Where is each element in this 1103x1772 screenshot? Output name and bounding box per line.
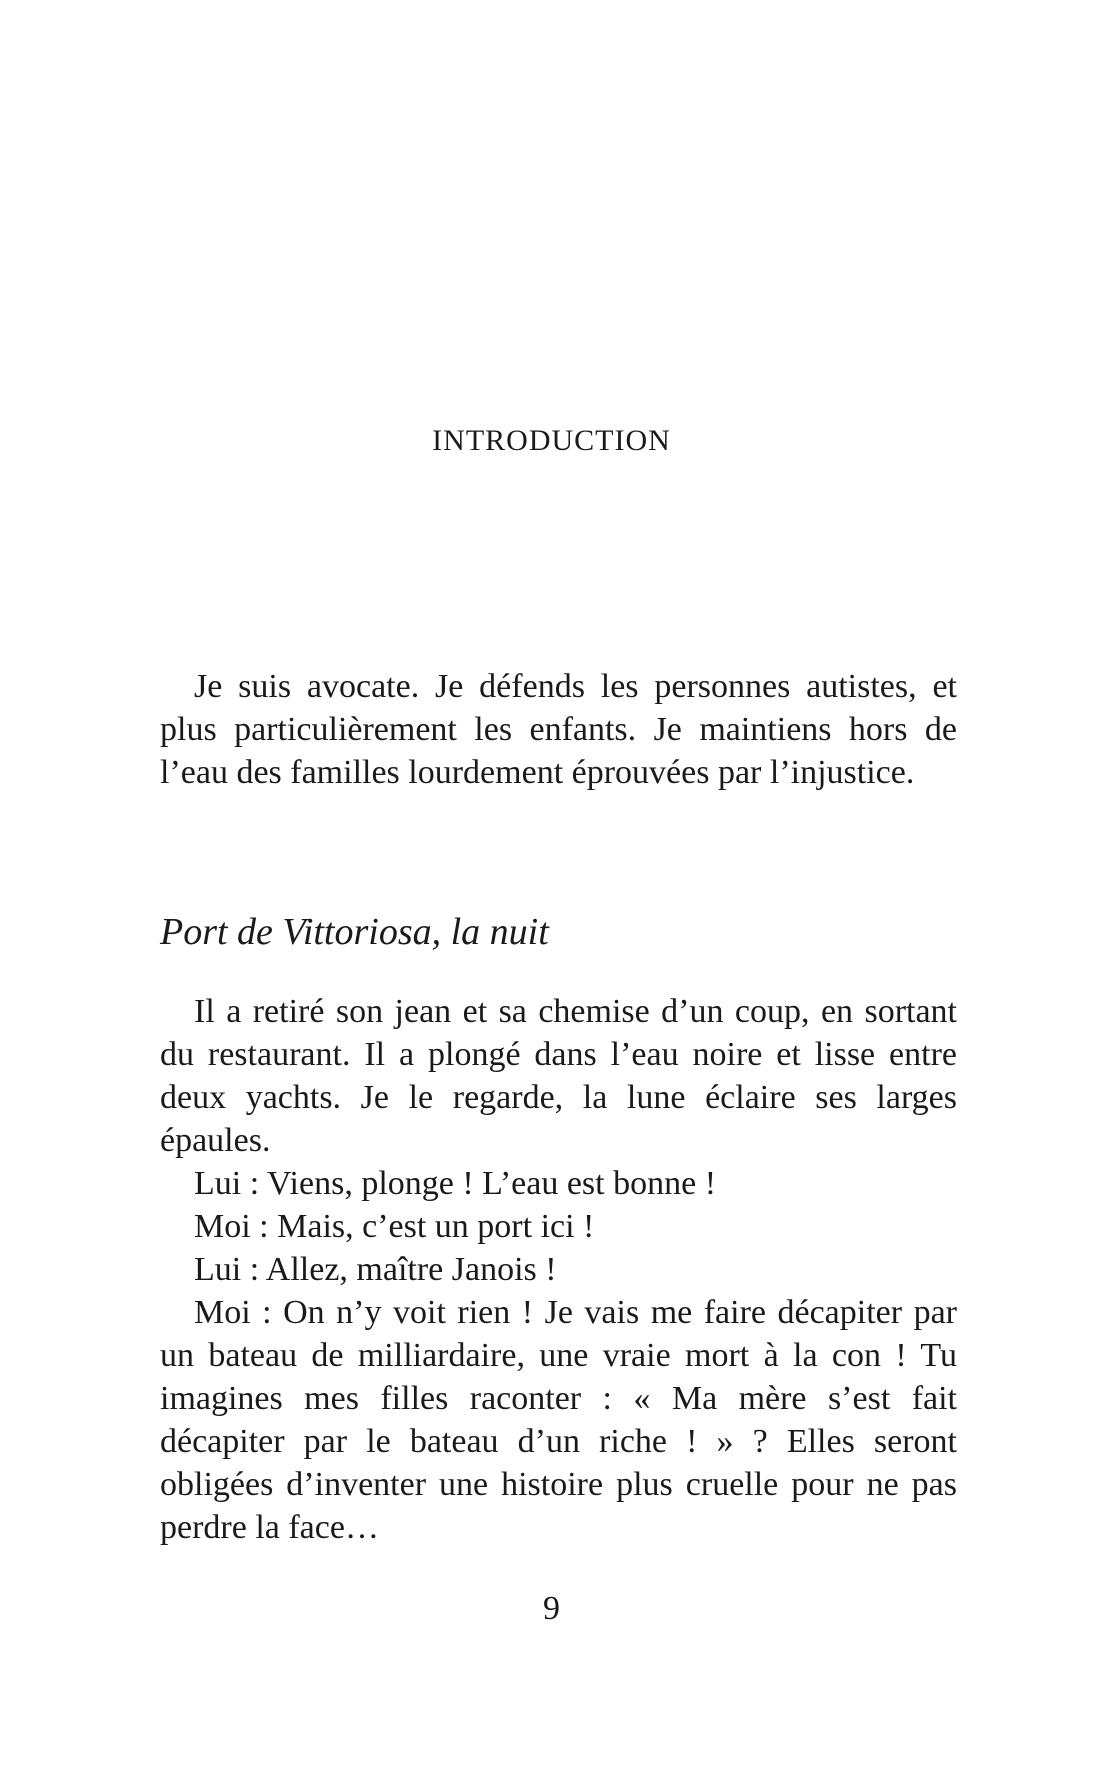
intro-paragraph: Je suis avocate. Je défends les personnes autistes, et plus particulièrement les enfants. Je maintiens hors de l’eau des familles lourdement éprouvées par l’injustice. [160,668,957,791]
chapter-title: INTRODUCTION [432,424,671,457]
dialogue-line: Lui : Viens, plonge ! L’eau est bonne ! [194,1165,717,1202]
dialogue-line: Moi : Mais, c’est un port ici ! [194,1208,595,1245]
section-heading: Port de Vittoriosa, la nuit [160,911,549,953]
dialogue-line: Moi : On n’y voit rien ! Je vais me faire décapiter par un bateau de milliardaire, une vraie mort à la con ! Tu imagines mes filles raconter : « Ma mère s’est fait décapiter par le bateau d’un riche ! » ? Elles seront obligées d’inventer une histoire plus cruelle pour ne pas perdre la face… [160,1294,957,1546]
dialogue-line: Lui : Allez, maître Janois ! [194,1251,557,1288]
story-paragraph: Il a retiré son jean et sa chemise d’un coup, en sortant du restaurant. Il a plongé dans l’eau noire et lisse entre deux yachts. Je le regarde, la lune éclaire ses larges épaules. [160,993,957,1159]
page-number: 9 [543,1590,560,1627]
intro-text [160,665,957,794]
story-text [160,990,957,1549]
